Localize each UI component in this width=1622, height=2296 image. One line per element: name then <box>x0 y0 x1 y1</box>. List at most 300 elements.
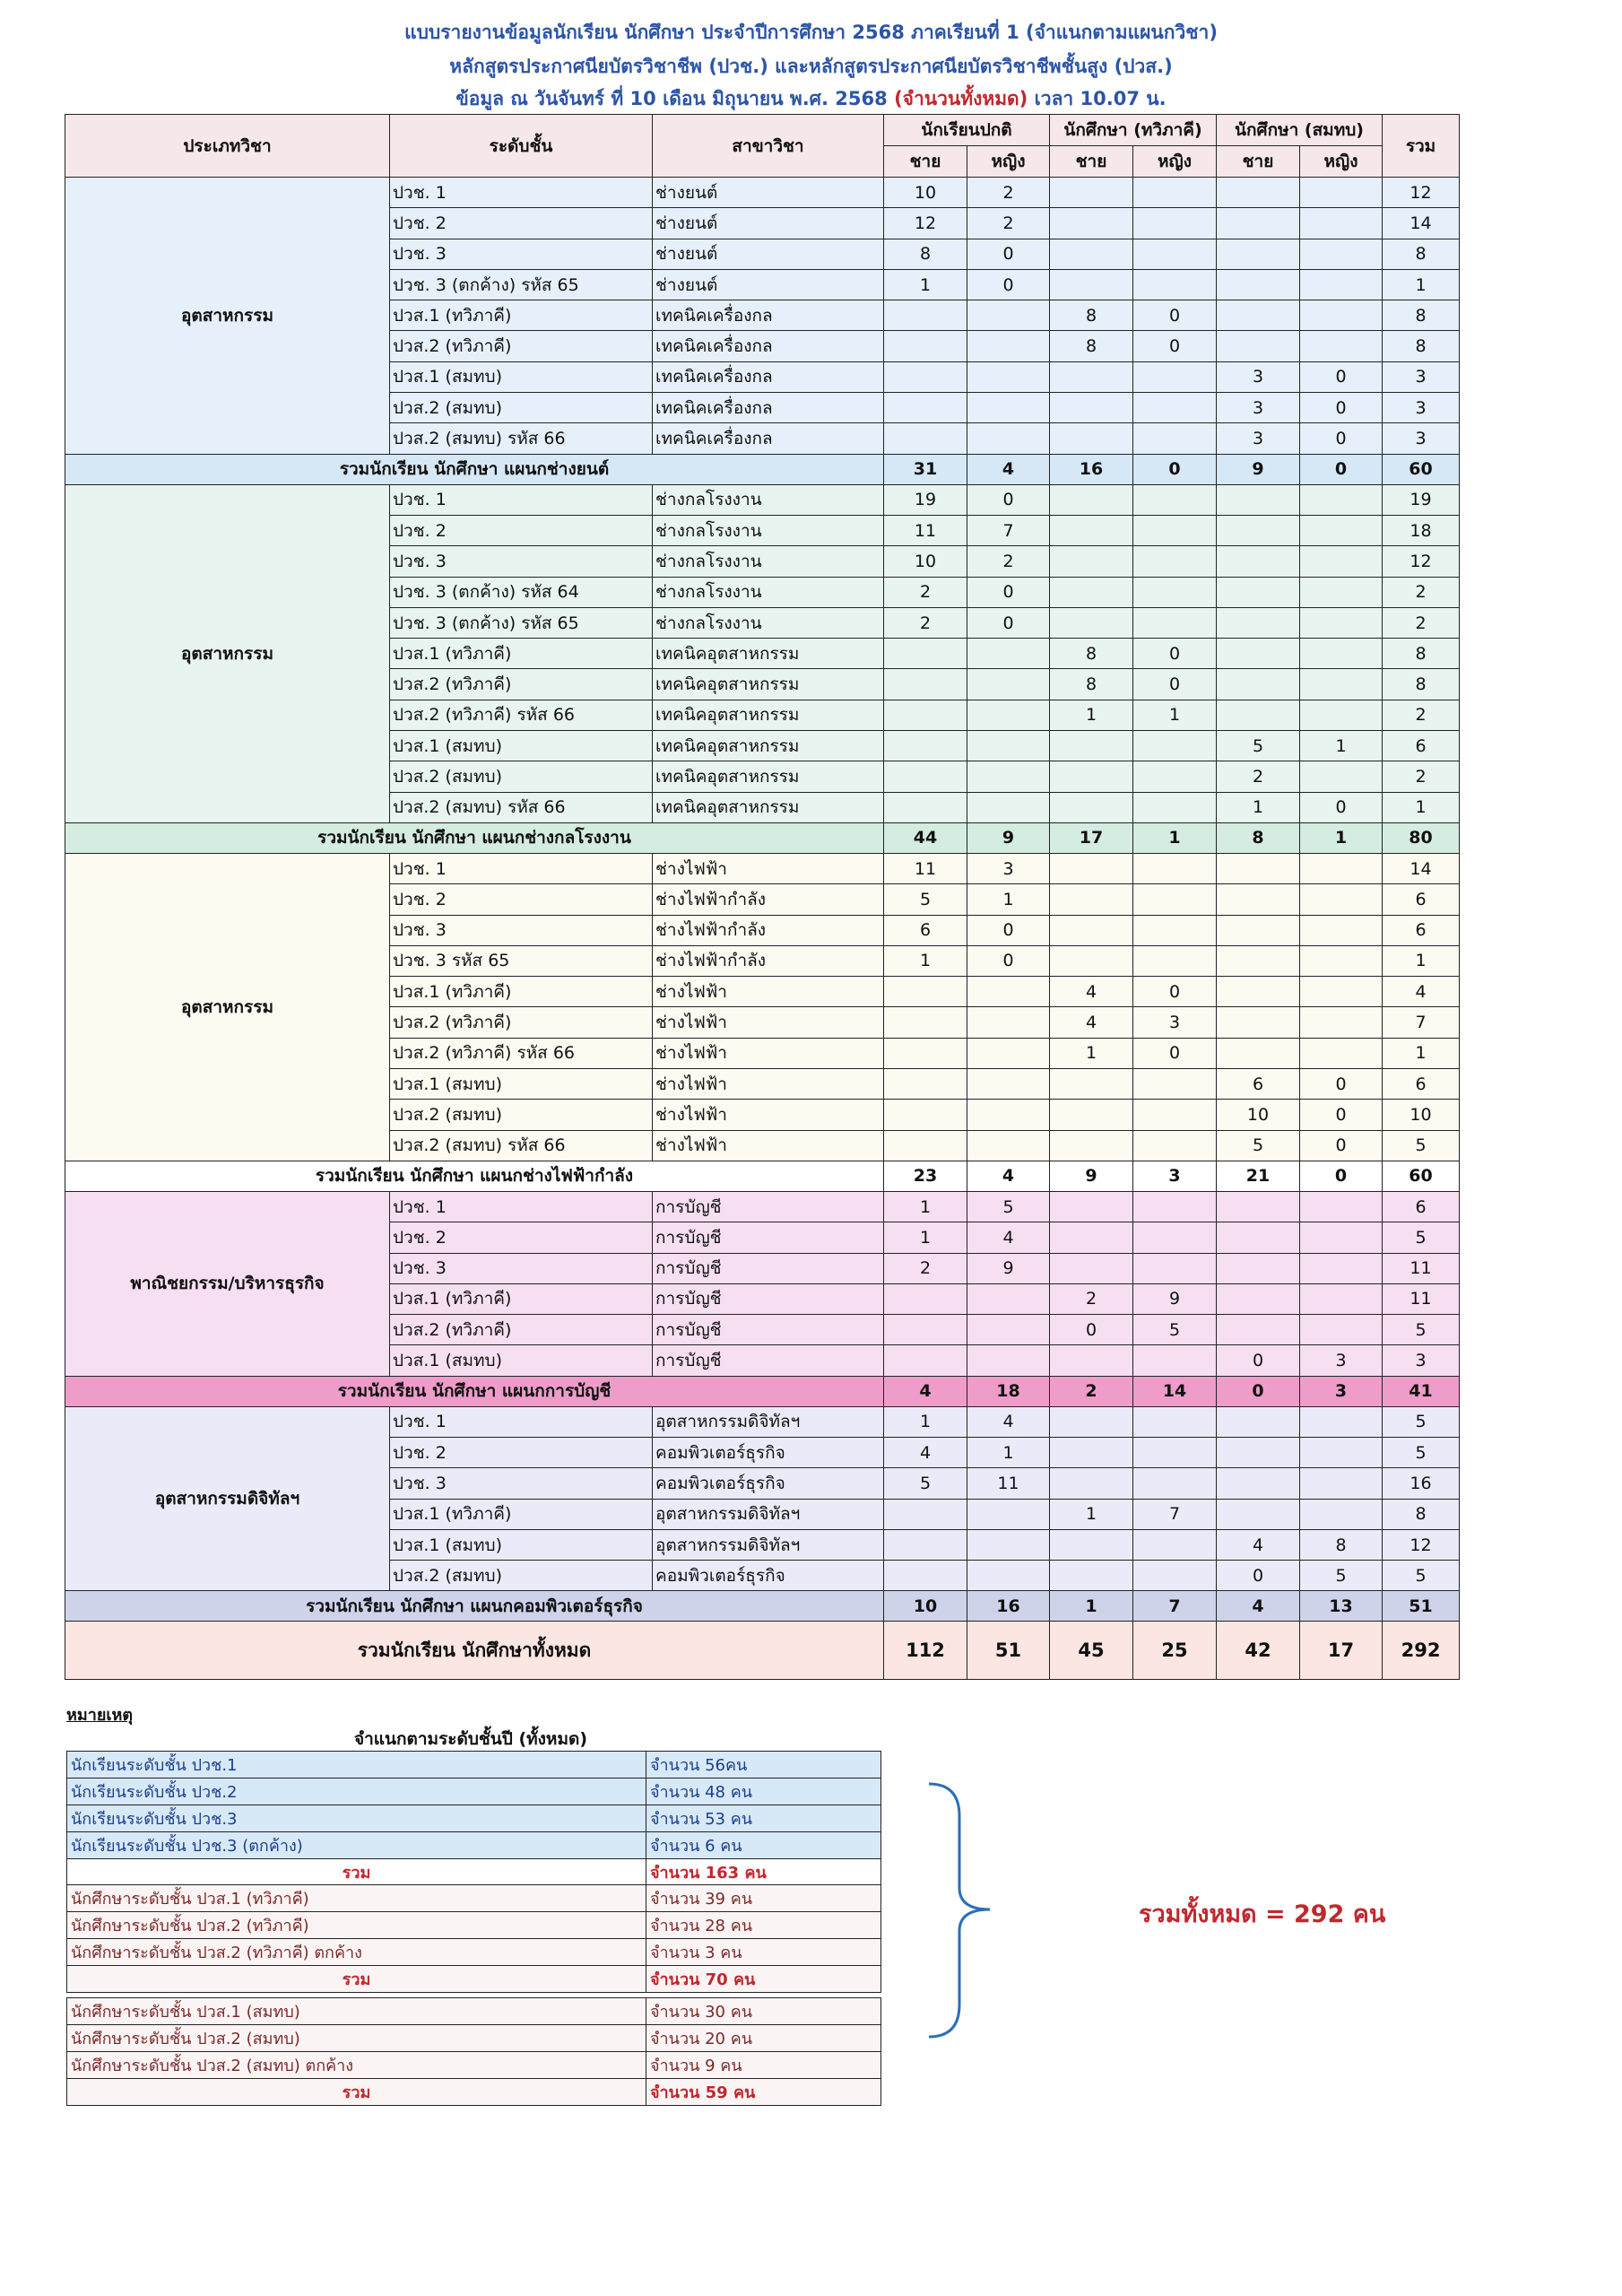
count-cell: 0 <box>967 239 1050 269</box>
count-cell <box>967 1529 1050 1560</box>
level-cell: ปวช. 2 <box>390 1222 653 1253</box>
count-cell: 3 <box>1133 1007 1217 1038</box>
count-cell <box>1050 393 1133 423</box>
count-cell: 5 <box>1300 1561 1383 1591</box>
count-cell <box>1050 208 1133 239</box>
row-total-cell: 8 <box>1383 300 1460 331</box>
count-cell: 8 <box>1050 669 1133 700</box>
col-type-header: ประเภทวิชา <box>65 115 390 178</box>
count-cell <box>967 1100 1050 1130</box>
subtotal-cell: 31 <box>884 454 967 484</box>
category-cell: อุตสาหกรรม <box>65 853 390 1161</box>
count-cell: 5 <box>1217 731 1300 761</box>
summary-vocational <box>66 1751 881 1886</box>
row-total-cell: 3 <box>1383 361 1460 392</box>
count-cell: 2 <box>884 577 967 607</box>
row-total-cell: 2 <box>1383 761 1460 792</box>
subtotal-cell: 9 <box>967 822 1050 853</box>
count-cell <box>1217 1437 1300 1467</box>
level-cell: ปวส.1 (สมทบ) <box>390 361 653 392</box>
count-cell <box>1133 1406 1217 1437</box>
count-cell <box>1300 977 1383 1007</box>
level-cell: ปวส.2 (ทวิภาคี) <box>390 669 653 700</box>
grand-total-label: รวมนักเรียน นักศึกษาทั้งหมด <box>65 1622 884 1680</box>
count-cell <box>884 331 967 361</box>
count-cell <box>884 1315 967 1345</box>
major-cell: เทคนิคอุตสาหกรรม <box>653 639 884 669</box>
row-total-cell: 1 <box>1383 269 1460 300</box>
count-cell <box>1050 915 1133 945</box>
count-cell: 5 <box>884 884 967 915</box>
count-cell <box>1300 269 1383 300</box>
summary-label: นักศึกษาระดับชั้น ปวส.1 (ทวิภาคี) <box>67 1885 646 1912</box>
level-cell: ปวส.1 (สมทบ) <box>390 1345 653 1376</box>
summary-value: จำนวน 6 คน <box>646 1832 881 1859</box>
header-row <box>65 115 1460 146</box>
subtotal-cell: 0 <box>1217 1376 1300 1406</box>
count-cell <box>1050 515 1133 545</box>
table-row <box>65 484 1460 515</box>
row-total-cell: 8 <box>1383 639 1460 669</box>
major-cell: ช่างไฟฟ้า <box>653 1100 884 1130</box>
level-cell: ปวส.2 (สมทบ) <box>390 393 653 423</box>
summary-row <box>67 1912 881 1939</box>
count-cell <box>1300 1406 1383 1437</box>
row-total-cell: 8 <box>1383 239 1460 269</box>
row-total-cell: 19 <box>1383 484 1460 515</box>
summary-row <box>67 1939 881 1966</box>
subtotal-label: รวมนักเรียน นักศึกษา แผนกการบัญชี <box>65 1376 884 1406</box>
row-total-cell: 5 <box>1383 1561 1460 1591</box>
major-cell: เทคนิคเครื่องกล <box>653 361 884 392</box>
count-cell <box>1300 178 1383 208</box>
subtotal-cell: 41 <box>1383 1376 1460 1406</box>
row-total-cell: 8 <box>1383 669 1460 700</box>
subtotal-label: รวมนักเรียน นักศึกษา แผนกช่างกลโรงงาน <box>65 822 884 853</box>
col-female-header: หญิง <box>1300 146 1383 178</box>
count-cell <box>967 300 1050 331</box>
row-total-cell: 8 <box>1383 1499 1460 1529</box>
count-cell <box>967 1283 1050 1314</box>
summary-value: จำนวน 9 คน <box>646 2052 881 2079</box>
level-cell: ปวส.2 (ทวิภาคี) รหัส 66 <box>390 1038 653 1068</box>
count-cell <box>1300 1437 1383 1467</box>
major-cell: เทคนิคอุตสาหกรรม <box>653 731 884 761</box>
summary-label: นักเรียนระดับชั้น ปวช.3 <box>67 1805 646 1832</box>
summary-value: จำนวน 163 คน <box>646 1859 881 1886</box>
row-total-cell: 16 <box>1383 1468 1460 1499</box>
count-cell <box>967 1007 1050 1038</box>
summary-transfer <box>66 1997 881 2106</box>
count-cell <box>1300 1315 1383 1345</box>
count-cell <box>1050 731 1133 761</box>
count-cell: 10 <box>884 178 967 208</box>
count-cell <box>1133 577 1217 607</box>
category-cell: อุตสาหกรรม <box>65 484 390 822</box>
level-cell: ปวช. 3 <box>390 1468 653 1499</box>
count-cell <box>1217 700 1300 730</box>
subtotal-cell: 1 <box>1300 822 1383 853</box>
count-cell <box>1217 1406 1300 1437</box>
count-cell: 7 <box>967 515 1050 545</box>
count-cell: 0 <box>1300 1130 1383 1161</box>
subtotal-cell: 9 <box>1050 1161 1133 1191</box>
count-cell <box>884 1283 967 1314</box>
subtotal-row <box>65 1591 1460 1622</box>
count-cell: 4 <box>967 1406 1050 1437</box>
summary-value: จำนวน 53 คน <box>646 1805 881 1832</box>
summary-label: นักเรียนระดับชั้น ปวช.3 (ตกค้าง) <box>67 1832 646 1859</box>
count-cell <box>1133 1253 1217 1283</box>
count-cell <box>884 700 967 730</box>
row-total-cell: 6 <box>1383 731 1460 761</box>
row-total-cell: 3 <box>1383 393 1460 423</box>
major-cell: คอมพิวเตอร์ธุรกิจ <box>653 1561 884 1591</box>
count-cell: 3 <box>1300 1345 1383 1376</box>
count-cell <box>1050 1222 1133 1253</box>
count-cell: 2 <box>884 607 967 638</box>
count-cell <box>1133 1222 1217 1253</box>
level-cell: ปวส.2 (ทวิภาคี) รหัส 66 <box>390 700 653 730</box>
count-cell <box>1133 269 1217 300</box>
count-cell <box>884 977 967 1007</box>
col-female-header: หญิง <box>1133 146 1217 178</box>
grand-total-cell: 45 <box>1050 1622 1133 1680</box>
count-cell: 1 <box>884 1191 967 1222</box>
summary-value: จำนวน 20 คน <box>646 2025 881 2052</box>
subtotal-cell: 16 <box>967 1591 1050 1622</box>
count-cell <box>1050 1345 1133 1376</box>
count-cell: 0 <box>967 577 1050 607</box>
count-cell: 5 <box>967 1191 1050 1222</box>
count-cell <box>1050 1468 1133 1499</box>
brace-icon <box>924 1780 995 2040</box>
count-cell <box>967 331 1050 361</box>
row-total-cell: 7 <box>1383 1007 1460 1038</box>
level-cell: ปวส.1 (ทวิภาคี) <box>390 300 653 331</box>
count-cell <box>884 393 967 423</box>
level-cell: ปวช. 2 <box>390 515 653 545</box>
subtotal-cell: 0 <box>1300 454 1383 484</box>
count-cell <box>1133 423 1217 454</box>
level-cell: ปวช. 2 <box>390 884 653 915</box>
major-cell: อุตสาหกรรมดิจิทัลฯ <box>653 1499 884 1529</box>
row-total-cell: 5 <box>1383 1130 1460 1161</box>
major-cell: คอมพิวเตอร์ธุรกิจ <box>653 1437 884 1467</box>
major-cell: เทคนิคอุตสาหกรรม <box>653 700 884 730</box>
col-regular-header: นักเรียนปกติ <box>884 115 1050 146</box>
col-male-header: ชาย <box>1050 146 1133 178</box>
count-cell <box>1217 639 1300 669</box>
table-row <box>65 1406 1460 1437</box>
level-cell: ปวส.2 (สมทบ) <box>390 1100 653 1130</box>
count-cell <box>1050 607 1133 638</box>
count-cell <box>967 639 1050 669</box>
count-cell: 0 <box>1300 1100 1383 1130</box>
subtotal-cell: 0 <box>1133 454 1217 484</box>
count-cell <box>1133 607 1217 638</box>
major-cell: ช่างไฟฟ้ากำลัง <box>653 945 884 976</box>
level-cell: ปวส.1 (สมทบ) <box>390 1069 653 1100</box>
count-cell: 6 <box>1217 1069 1300 1100</box>
count-cell: 9 <box>1133 1283 1217 1314</box>
subtotal-cell: 4 <box>1217 1591 1300 1622</box>
count-cell <box>967 1345 1050 1376</box>
subtotal-cell: 60 <box>1383 454 1460 484</box>
count-cell: 2 <box>884 1253 967 1283</box>
row-total-cell: 8 <box>1383 331 1460 361</box>
count-cell <box>967 669 1050 700</box>
count-cell <box>1300 700 1383 730</box>
report-date: ข้อมูล ณ วันจันทร์ ที่ 10 เดือน มิถุนายน พ.ศ. 2568 <box>455 88 888 109</box>
count-cell <box>1217 1007 1300 1038</box>
major-cell: เทคนิคอุตสาหกรรม <box>653 761 884 792</box>
count-cell <box>1300 1007 1383 1038</box>
count-cell: 6 <box>884 915 967 945</box>
count-cell: 1 <box>1050 1499 1133 1529</box>
major-cell: การบัญชี <box>653 1191 884 1222</box>
count-cell <box>884 761 967 792</box>
count-cell: 12 <box>884 208 967 239</box>
count-cell: 4 <box>1050 1007 1133 1038</box>
col-level-header: ระดับชั้น <box>390 115 653 178</box>
count-cell <box>1133 393 1217 423</box>
level-cell: ปวช. 2 <box>390 1437 653 1467</box>
report-time: เวลา 10.07 น. <box>1034 88 1167 109</box>
level-cell: ปวช. 1 <box>390 1406 653 1437</box>
count-cell <box>884 1345 967 1376</box>
count-cell <box>967 792 1050 822</box>
major-cell: ช่างยนต์ <box>653 239 884 269</box>
count-cell <box>1133 178 1217 208</box>
level-cell: ปวส.2 (สมทบ) รหัส 66 <box>390 423 653 454</box>
count-cell: 8 <box>1050 300 1133 331</box>
count-cell: 4 <box>884 1437 967 1467</box>
major-cell: ช่างกลโรงงาน <box>653 577 884 607</box>
col-female-header: หญิง <box>967 146 1050 178</box>
count-cell <box>1217 1191 1300 1222</box>
major-cell: เทคนิคอุตสาหกรรม <box>653 669 884 700</box>
subtotal-cell: 7 <box>1133 1591 1217 1622</box>
subtotal-cell: 10 <box>884 1591 967 1622</box>
count-cell <box>1050 423 1133 454</box>
count-cell <box>1133 208 1217 239</box>
count-cell <box>1050 269 1133 300</box>
subtotal-cell: 21 <box>1217 1161 1300 1191</box>
count-cell <box>1050 1529 1133 1560</box>
row-total-cell: 14 <box>1383 208 1460 239</box>
summary-value: จำนวน 70 คน <box>646 1966 881 1993</box>
count-cell <box>967 731 1050 761</box>
count-cell <box>884 361 967 392</box>
count-cell <box>1050 761 1133 792</box>
count-cell <box>1300 239 1383 269</box>
major-cell: ช่างไฟฟ้า <box>653 1069 884 1100</box>
count-cell: 1 <box>884 1222 967 1253</box>
count-cell <box>967 1038 1050 1068</box>
col-male-header: ชาย <box>1217 146 1300 178</box>
count-cell: 0 <box>1217 1345 1300 1376</box>
count-cell <box>1217 607 1300 638</box>
row-total-cell: 10 <box>1383 1100 1460 1130</box>
count-cell: 8 <box>1300 1529 1383 1560</box>
report-scope: (จำนวนทั้งหมด) <box>894 88 1028 109</box>
count-cell <box>884 1499 967 1529</box>
count-cell: 2 <box>1050 1283 1133 1314</box>
level-cell: ปวช. 2 <box>390 208 653 239</box>
count-cell <box>1050 884 1133 915</box>
major-cell: ช่างกลโรงงาน <box>653 607 884 638</box>
subtotal-label: รวมนักเรียน นักศึกษา แผนกช่างยนต์ <box>65 454 884 484</box>
count-cell: 1 <box>1217 792 1300 822</box>
major-cell: ช่างไฟฟ้า <box>653 853 884 883</box>
count-cell <box>1133 1100 1217 1130</box>
count-cell <box>1300 208 1383 239</box>
summary-row <box>67 1998 881 2025</box>
count-cell: 0 <box>1300 792 1383 822</box>
count-cell <box>884 669 967 700</box>
subtotal-cell: 4 <box>884 1376 967 1406</box>
subtotal-cell: 9 <box>1217 454 1300 484</box>
row-total-cell: 18 <box>1383 515 1460 545</box>
count-cell <box>1050 1100 1133 1130</box>
summary-label: นักศึกษาระดับชั้น ปวส.1 (สมทบ) <box>67 1998 646 2025</box>
count-cell <box>1300 484 1383 515</box>
count-cell: 2 <box>1217 761 1300 792</box>
count-cell <box>1050 853 1133 883</box>
count-cell: 3 <box>1217 361 1300 392</box>
count-cell <box>967 700 1050 730</box>
major-cell: ช่างไฟฟ้า <box>653 1038 884 1068</box>
major-cell: ช่างไฟฟ้า <box>653 1007 884 1038</box>
count-cell <box>1050 546 1133 577</box>
count-cell: 0 <box>1133 669 1217 700</box>
count-cell: 2 <box>967 546 1050 577</box>
major-cell: ช่างกลโรงงาน <box>653 546 884 577</box>
count-cell <box>1050 1130 1133 1161</box>
level-cell: ปวส.2 (ทวิภาคี) <box>390 331 653 361</box>
count-cell <box>1050 1406 1133 1437</box>
major-cell: เทคนิคเครื่องกล <box>653 393 884 423</box>
level-cell: ปวส.1 (ทวิภาคี) <box>390 1499 653 1529</box>
count-cell: 0 <box>1300 361 1383 392</box>
count-cell <box>1300 577 1383 607</box>
count-cell <box>1133 361 1217 392</box>
level-cell: ปวส.2 (สมทบ) <box>390 1561 653 1591</box>
count-cell <box>1133 1561 1217 1591</box>
count-cell <box>1050 484 1133 515</box>
count-cell <box>1300 607 1383 638</box>
row-total-cell: 12 <box>1383 178 1460 208</box>
count-cell: 1 <box>967 884 1050 915</box>
grand-total-cell: 42 <box>1217 1622 1300 1680</box>
table-row <box>65 1191 1460 1222</box>
level-cell: ปวช. 3 (ตกค้าง) รหัส 65 <box>390 269 653 300</box>
count-cell <box>1050 239 1133 269</box>
count-cell <box>1217 1283 1300 1314</box>
subtotal-row <box>65 1376 1460 1406</box>
count-cell <box>1300 546 1383 577</box>
count-cell <box>1300 884 1383 915</box>
summary-row <box>67 1752 881 1779</box>
count-cell <box>1050 577 1133 607</box>
subtotal-cell: 23 <box>884 1161 967 1191</box>
count-cell <box>1217 577 1300 607</box>
count-cell: 1 <box>884 945 967 976</box>
summary-value: จำนวน 3 คน <box>646 1939 881 1966</box>
summary-row <box>67 1832 881 1859</box>
count-cell: 11 <box>884 853 967 883</box>
summary-row <box>67 1885 881 1912</box>
count-cell <box>1300 853 1383 883</box>
count-cell: 1 <box>1050 700 1133 730</box>
count-cell <box>967 423 1050 454</box>
row-total-cell: 6 <box>1383 884 1460 915</box>
summary-label: นักเรียนระดับชั้น ปวช.1 <box>67 1752 646 1779</box>
count-cell <box>1217 1253 1300 1283</box>
count-cell <box>1300 300 1383 331</box>
level-cell: ปวช. 3 (ตกค้าง) รหัส 65 <box>390 607 653 638</box>
subtotal-row <box>65 822 1460 853</box>
major-cell: ช่างกลโรงงาน <box>653 484 884 515</box>
subtotal-cell: 1 <box>1050 1591 1133 1622</box>
count-cell <box>1133 546 1217 577</box>
count-cell: 3 <box>967 853 1050 883</box>
row-total-cell: 2 <box>1383 577 1460 607</box>
count-cell <box>1300 639 1383 669</box>
row-total-cell: 2 <box>1383 700 1460 730</box>
level-cell: ปวช. 1 <box>390 484 653 515</box>
level-cell: ปวช. 3 <box>390 546 653 577</box>
count-cell <box>967 1561 1050 1591</box>
grand-total-cell: 112 <box>884 1622 967 1680</box>
subtotal-cell: 3 <box>1300 1376 1383 1406</box>
count-cell <box>967 1069 1050 1100</box>
grand-total-cell: 17 <box>1300 1622 1383 1680</box>
row-total-cell: 5 <box>1383 1437 1460 1467</box>
count-cell: 11 <box>884 515 967 545</box>
row-total-cell: 6 <box>1383 915 1460 945</box>
count-cell <box>1050 178 1133 208</box>
category-cell: อุตสาหกรรม <box>65 178 390 455</box>
subtotal-cell: 2 <box>1050 1376 1133 1406</box>
summary-value: จำนวน 30 คน <box>646 1998 881 2025</box>
count-cell <box>967 761 1050 792</box>
count-cell <box>884 1561 967 1591</box>
count-cell <box>1050 945 1133 976</box>
major-cell: การบัญชี <box>653 1315 884 1345</box>
row-total-cell: 14 <box>1383 853 1460 883</box>
row-total-cell: 4 <box>1383 977 1460 1007</box>
count-cell: 1 <box>1133 700 1217 730</box>
col-major-header: สาขาวิชา <box>653 115 884 178</box>
count-cell <box>884 1038 967 1068</box>
summary-value: จำนวน 48 คน <box>646 1779 881 1805</box>
summary-row <box>67 2025 881 2052</box>
grand-total-cell: 25 <box>1133 1622 1217 1680</box>
level-cell: ปวช. 3 <box>390 1253 653 1283</box>
count-cell <box>1217 1315 1300 1345</box>
summary-value: จำนวน 28 คน <box>646 1912 881 1939</box>
count-cell <box>1300 1283 1383 1314</box>
row-total-cell: 5 <box>1383 1222 1460 1253</box>
summary-label: นักเรียนระดับชั้น ปวช.2 <box>67 1779 646 1805</box>
count-cell: 19 <box>884 484 967 515</box>
count-cell <box>1217 945 1300 976</box>
summary-label: รวม <box>67 2079 646 2106</box>
count-cell <box>1133 239 1217 269</box>
count-cell <box>1133 1130 1217 1161</box>
